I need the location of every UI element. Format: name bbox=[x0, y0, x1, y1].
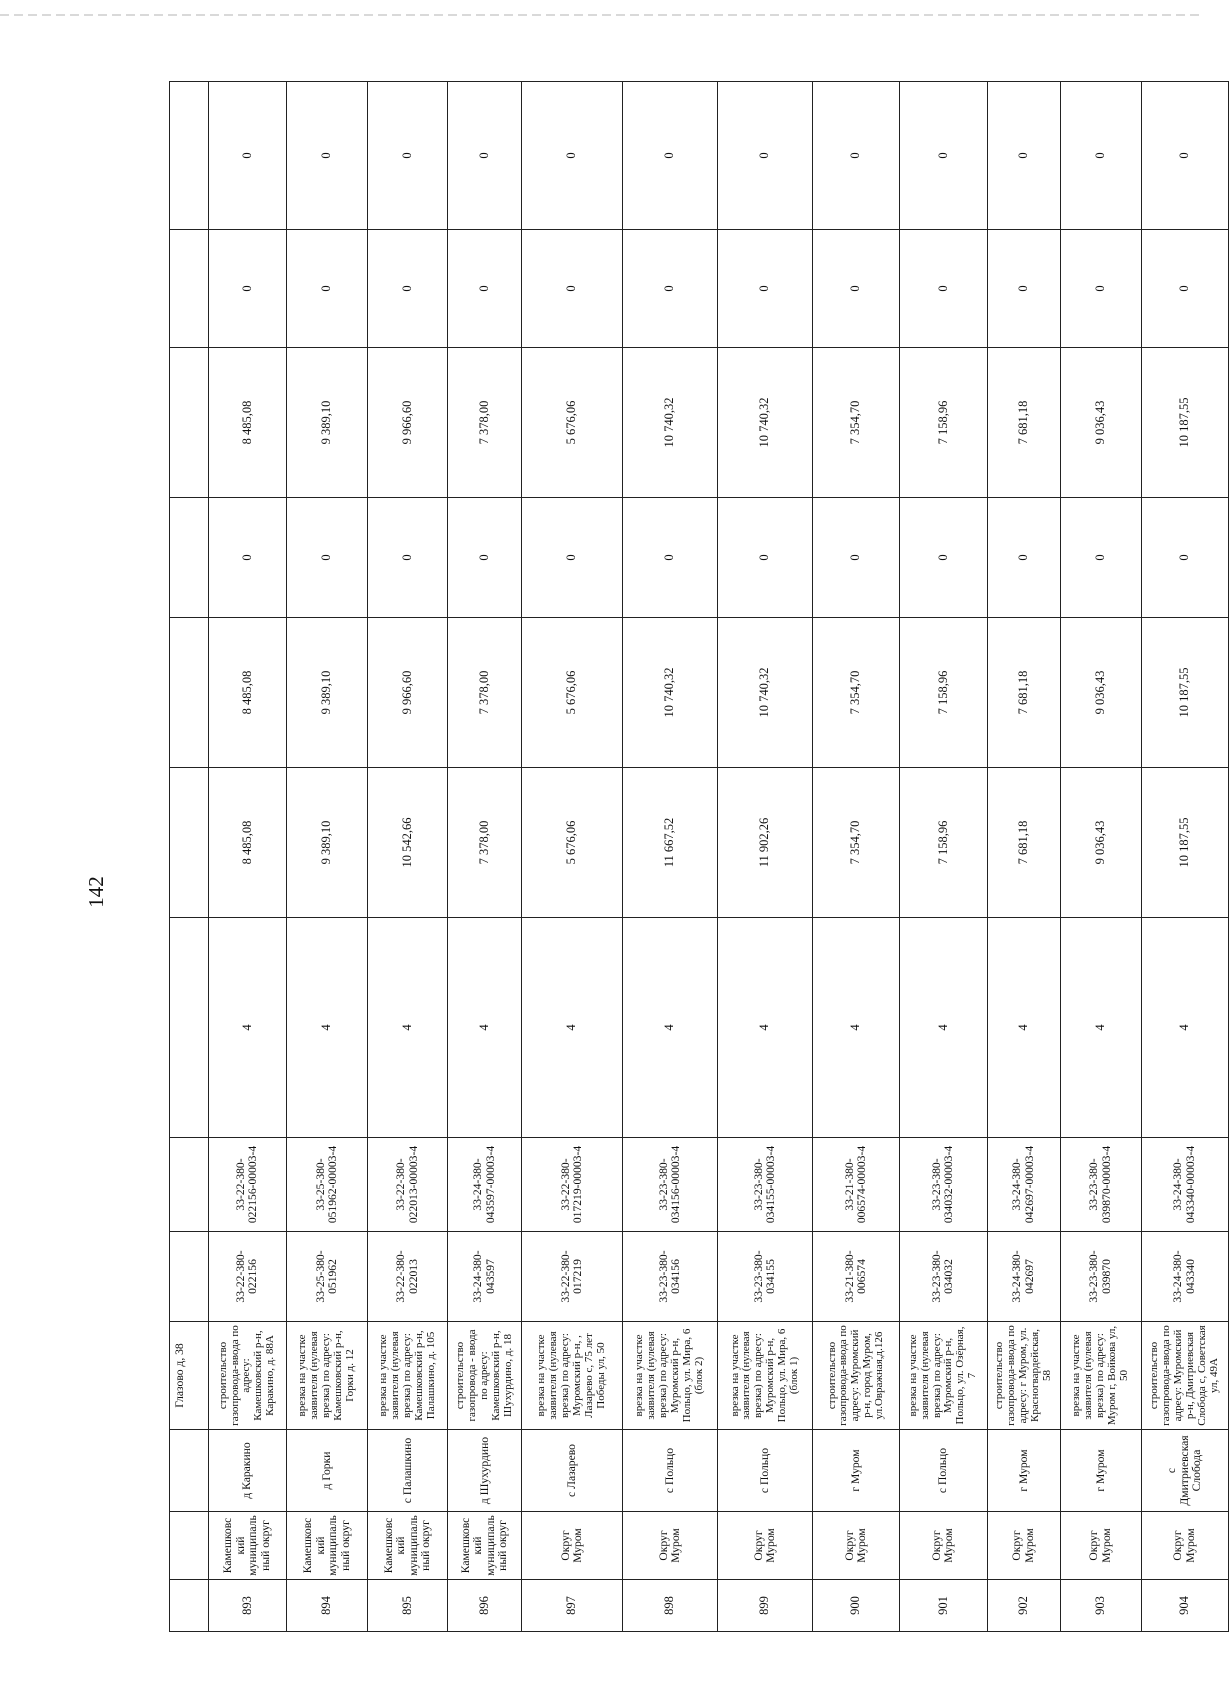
top-cell bbox=[170, 1138, 209, 1232]
locality-cell: с Польцо bbox=[622, 1430, 717, 1512]
locality-cell: д Каракино bbox=[208, 1430, 286, 1512]
table-row bbox=[208, 82, 286, 1632]
table-row bbox=[448, 82, 522, 1632]
value-6-cell: 0 bbox=[1141, 82, 1228, 230]
table-row bbox=[286, 82, 367, 1632]
scan-artifact-line bbox=[0, 14, 1200, 16]
value-5-cell: 0 bbox=[1141, 230, 1228, 348]
value-5-cell: 0 bbox=[448, 230, 522, 348]
table-row bbox=[368, 82, 448, 1632]
value-5-cell: 0 bbox=[208, 230, 286, 348]
category-cell: 4 bbox=[718, 918, 813, 1138]
description-cell: врезка на участке заявителя (нулевая врезка) по адресу: Камешковский р-н, Палашкино, д. 105 bbox=[368, 1322, 448, 1430]
object-code-cell: 33-24-380-043597 bbox=[448, 1232, 522, 1322]
value-4-cell: 9 966,60 bbox=[368, 348, 448, 498]
district-cell: Камешковский муниципальный округ bbox=[368, 1512, 448, 1580]
top-cell bbox=[170, 918, 209, 1138]
row-number: 896 bbox=[448, 1580, 522, 1632]
district-cell: Округ Муром bbox=[522, 1512, 623, 1580]
value-1-cell: 5 676,06 bbox=[522, 768, 623, 918]
application-code-cell: 33-24-380-043340-00003-4 bbox=[1141, 1138, 1228, 1232]
value-3-cell: 0 bbox=[1141, 498, 1228, 618]
category-cell: 4 bbox=[900, 918, 987, 1138]
value-2-cell: 9 966,60 bbox=[368, 618, 448, 768]
row-number: 902 bbox=[987, 1580, 1061, 1632]
value-3-cell: 0 bbox=[1061, 498, 1141, 618]
value-4-cell: 7 354,70 bbox=[813, 348, 900, 498]
value-1-cell: 11 902,26 bbox=[718, 768, 813, 918]
district-cell: Округ Муром bbox=[813, 1512, 900, 1580]
district-cell: Округ Муром bbox=[1061, 1512, 1141, 1580]
description-cell: строительство газопровода-ввода по адресу: г Муром, ул. Красногвардейская, 58 bbox=[987, 1322, 1061, 1430]
locality-cell: с Дмитриевская Слобода bbox=[1141, 1430, 1228, 1512]
top-cell: Глазово д, 38 bbox=[170, 1322, 209, 1430]
value-1-cell: 7 354,70 bbox=[813, 768, 900, 918]
value-2-cell: 9 036,43 bbox=[1061, 618, 1141, 768]
value-5-cell: 0 bbox=[813, 230, 900, 348]
row-number: 895 bbox=[368, 1580, 448, 1632]
description-cell: врезка на участке заявителя (нулевая врезка) по адресу: Муромский р-н, Польцо, ул. Озёрная, 7 bbox=[900, 1322, 987, 1430]
value-5-cell: 0 bbox=[368, 230, 448, 348]
top-cell bbox=[170, 768, 209, 918]
row-number: 897 bbox=[522, 1580, 623, 1632]
object-code-cell: 33-23-380-034155 bbox=[718, 1232, 813, 1322]
object-code-cell: 33-25-380-051962 bbox=[286, 1232, 367, 1322]
district-cell: Округ Муром bbox=[718, 1512, 813, 1580]
locality-cell: с Лазарево bbox=[522, 1430, 623, 1512]
category-cell: 4 bbox=[813, 918, 900, 1138]
value-4-cell: 7 681,18 bbox=[987, 348, 1061, 498]
row-number: 899 bbox=[718, 1580, 813, 1632]
description-cell: строительство газопровода - ввода по адресу: Камешковский р-н, Шухурдино, д. 18 bbox=[448, 1322, 522, 1430]
category-cell: 4 bbox=[522, 918, 623, 1138]
row-number: 894 bbox=[286, 1580, 367, 1632]
value-4-cell: 10 740,32 bbox=[718, 348, 813, 498]
value-3-cell: 0 bbox=[208, 498, 286, 618]
category-cell: 4 bbox=[1141, 918, 1228, 1138]
application-code-cell: 33-23-380-034155-00003-4 bbox=[718, 1138, 813, 1232]
value-5-cell: 0 bbox=[286, 230, 367, 348]
value-1-cell: 10 187,55 bbox=[1141, 768, 1228, 918]
category-cell: 4 bbox=[448, 918, 522, 1138]
top-cell bbox=[170, 1580, 209, 1632]
object-code-cell: 33-22-380-022156 bbox=[208, 1232, 286, 1322]
row-number: 893 bbox=[208, 1580, 286, 1632]
value-1-cell: 7 378,00 bbox=[448, 768, 522, 918]
table-row-top bbox=[170, 82, 209, 1632]
value-4-cell: 7 158,96 bbox=[900, 348, 987, 498]
data-table bbox=[169, 81, 1229, 1632]
table-row bbox=[813, 82, 900, 1632]
locality-cell: г Муром bbox=[813, 1430, 900, 1512]
locality-cell: с Польцо bbox=[900, 1430, 987, 1512]
application-code-cell: 33-24-380-043597-00003-4 bbox=[448, 1138, 522, 1232]
top-cell bbox=[170, 1430, 209, 1512]
value-4-cell: 9 389,10 bbox=[286, 348, 367, 498]
description-cell: врезка на участке заявителя (нулевая врезка) по адресу: Муромский р-н, Польцо, ул. Мира, 6 (блок 2) bbox=[622, 1322, 717, 1430]
top-cell bbox=[170, 1512, 209, 1580]
district-cell: Камешковский муниципальный округ bbox=[286, 1512, 367, 1580]
object-code-cell: 33-24-380-042697 bbox=[987, 1232, 1061, 1322]
district-cell: Камешковский муниципальный округ bbox=[448, 1512, 522, 1580]
value-3-cell: 0 bbox=[813, 498, 900, 618]
value-3-cell: 0 bbox=[900, 498, 987, 618]
page-number: 142 bbox=[83, 876, 108, 908]
top-cell bbox=[170, 348, 209, 498]
value-2-cell: 7 681,18 bbox=[987, 618, 1061, 768]
value-6-cell: 0 bbox=[522, 82, 623, 230]
value-6-cell: 0 bbox=[448, 82, 522, 230]
locality-cell: д Горки bbox=[286, 1430, 367, 1512]
value-2-cell: 8 485,08 bbox=[208, 618, 286, 768]
value-4-cell: 10 187,55 bbox=[1141, 348, 1228, 498]
value-2-cell: 7 378,00 bbox=[448, 618, 522, 768]
value-2-cell: 10 740,32 bbox=[718, 618, 813, 768]
value-6-cell: 0 bbox=[368, 82, 448, 230]
value-5-cell: 0 bbox=[718, 230, 813, 348]
value-6-cell: 0 bbox=[622, 82, 717, 230]
value-5-cell: 0 bbox=[900, 230, 987, 348]
description-cell: строительство газопровода-ввода по адресу: Муромский р-н, Дмитриевская Слобода с, Советская ул, 49А bbox=[1141, 1322, 1228, 1430]
value-1-cell: 9 389,10 bbox=[286, 768, 367, 918]
object-code-cell: 33-23-380-034032 bbox=[900, 1232, 987, 1322]
value-1-cell: 7 681,18 bbox=[987, 768, 1061, 918]
top-cell bbox=[170, 230, 209, 348]
application-code-cell: 33-22-380-022156-00003-4 bbox=[208, 1138, 286, 1232]
application-code-cell: 33-23-380-034156-00003-4 bbox=[622, 1138, 717, 1232]
object-code-cell: 33-23-380-034156 bbox=[622, 1232, 717, 1322]
table-row bbox=[900, 82, 987, 1632]
value-4-cell: 7 378,00 bbox=[448, 348, 522, 498]
value-1-cell: 8 485,08 bbox=[208, 768, 286, 918]
description-cell: строительство газопровода-ввода по адресу: Камешковский р-н, Каракино, д. 88А bbox=[208, 1322, 286, 1430]
category-cell: 4 bbox=[987, 918, 1061, 1138]
row-number: 900 bbox=[813, 1580, 900, 1632]
object-code-cell: 33-24-380-043340 bbox=[1141, 1232, 1228, 1322]
table-row bbox=[987, 82, 1061, 1632]
value-3-cell: 0 bbox=[622, 498, 717, 618]
district-cell: Округ Муром bbox=[900, 1512, 987, 1580]
value-3-cell: 0 bbox=[448, 498, 522, 618]
table-body bbox=[170, 82, 1229, 1632]
value-2-cell: 10 740,32 bbox=[622, 618, 717, 768]
value-4-cell: 9 036,43 bbox=[1061, 348, 1141, 498]
value-1-cell: 10 542,66 bbox=[368, 768, 448, 918]
district-cell: Округ Муром bbox=[622, 1512, 717, 1580]
object-code-cell: 33-21-380-006574 bbox=[813, 1232, 900, 1322]
rotated-table-container bbox=[169, 82, 1229, 1632]
category-cell: 4 bbox=[286, 918, 367, 1138]
description-cell: врезка на участке заявителя (нулевая врезка) по адресу: Муромский р-н, , Лазарево с, 75 лет Победы ул, 50 bbox=[522, 1322, 623, 1430]
value-3-cell: 0 bbox=[718, 498, 813, 618]
value-1-cell: 9 036,43 bbox=[1061, 768, 1141, 918]
value-6-cell: 0 bbox=[900, 82, 987, 230]
value-5-cell: 0 bbox=[622, 230, 717, 348]
district-cell: Округ Муром bbox=[1141, 1512, 1228, 1580]
district-cell: Округ Муром bbox=[987, 1512, 1061, 1580]
value-6-cell: 0 bbox=[208, 82, 286, 230]
value-6-cell: 0 bbox=[987, 82, 1061, 230]
object-code-cell: 33-22-380-022013 bbox=[368, 1232, 448, 1322]
locality-cell: с Палашкино bbox=[368, 1430, 448, 1512]
value-1-cell: 7 158,96 bbox=[900, 768, 987, 918]
district-cell: Камешковский муниципальный округ bbox=[208, 1512, 286, 1580]
top-cell bbox=[170, 498, 209, 618]
category-cell: 4 bbox=[622, 918, 717, 1138]
value-6-cell: 0 bbox=[1061, 82, 1141, 230]
value-5-cell: 0 bbox=[522, 230, 623, 348]
value-4-cell: 8 485,08 bbox=[208, 348, 286, 498]
category-cell: 4 bbox=[208, 918, 286, 1138]
value-3-cell: 0 bbox=[286, 498, 367, 618]
value-6-cell: 0 bbox=[286, 82, 367, 230]
category-cell: 4 bbox=[1061, 918, 1141, 1138]
value-6-cell: 0 bbox=[813, 82, 900, 230]
application-code-cell: 33-23-380-039870-00003-4 bbox=[1061, 1138, 1141, 1232]
value-5-cell: 0 bbox=[1061, 230, 1141, 348]
value-3-cell: 0 bbox=[368, 498, 448, 618]
value-2-cell: 7 158,96 bbox=[900, 618, 987, 768]
locality-cell: г Муром bbox=[987, 1430, 1061, 1512]
application-code-cell: 33-22-380-022013-00003-4 bbox=[368, 1138, 448, 1232]
value-4-cell: 10 740,32 bbox=[622, 348, 717, 498]
value-2-cell: 9 389,10 bbox=[286, 618, 367, 768]
description-cell: врезка на участке заявителя (нулевая врезка) по адресу: Камешковский р-н, Горки д. 12 bbox=[286, 1322, 367, 1430]
application-code-cell: 33-23-380-034032-00003-4 bbox=[900, 1138, 987, 1232]
table-row bbox=[1141, 82, 1228, 1632]
row-number: 904 bbox=[1141, 1580, 1228, 1632]
table-row bbox=[1061, 82, 1141, 1632]
value-5-cell: 0 bbox=[987, 230, 1061, 348]
value-3-cell: 0 bbox=[522, 498, 623, 618]
row-number: 903 bbox=[1061, 1580, 1141, 1632]
application-code-cell: 33-21-380-006574-00003-4 bbox=[813, 1138, 900, 1232]
application-code-cell: 33-25-380-051962-00003-4 bbox=[286, 1138, 367, 1232]
locality-cell: г Муром bbox=[1061, 1430, 1141, 1512]
description-cell: врезка на участке заявителя (нулевая врезка) по адресу: Муром г, Войкова ул, 50 bbox=[1061, 1322, 1141, 1430]
category-cell: 4 bbox=[368, 918, 448, 1138]
top-cell bbox=[170, 82, 209, 230]
row-number: 901 bbox=[900, 1580, 987, 1632]
value-3-cell: 0 bbox=[987, 498, 1061, 618]
description-cell: строительство газопровода-ввода по адресу: Муромский р-н, город Муром, ул.Овражная,д.126 bbox=[813, 1322, 900, 1430]
table-row bbox=[622, 82, 717, 1632]
value-1-cell: 11 667,52 bbox=[622, 768, 717, 918]
object-code-cell: 33-23-380-039870 bbox=[1061, 1232, 1141, 1322]
top-cell bbox=[170, 1232, 209, 1322]
description-cell: врезка на участке заявителя (нулевая врезка) по адресу: Муромский р-н, Польцо, ул. Мира, 6 (блок 1) bbox=[718, 1322, 813, 1430]
row-number: 898 bbox=[622, 1580, 717, 1632]
table-row bbox=[522, 82, 623, 1632]
locality-cell: д Шухурдино bbox=[448, 1430, 522, 1512]
value-4-cell: 5 676,06 bbox=[522, 348, 623, 498]
application-code-cell: 33-22-380-017219-00003-4 bbox=[522, 1138, 623, 1232]
top-cell bbox=[170, 618, 209, 768]
value-2-cell: 10 187,55 bbox=[1141, 618, 1228, 768]
object-code-cell: 33-22-380-017219 bbox=[522, 1232, 623, 1322]
table-row bbox=[718, 82, 813, 1632]
application-code-cell: 33-24-380-042697-00003-4 bbox=[987, 1138, 1061, 1232]
value-2-cell: 7 354,70 bbox=[813, 618, 900, 768]
value-6-cell: 0 bbox=[718, 82, 813, 230]
value-2-cell: 5 676,06 bbox=[522, 618, 623, 768]
locality-cell: с Польцо bbox=[718, 1430, 813, 1512]
